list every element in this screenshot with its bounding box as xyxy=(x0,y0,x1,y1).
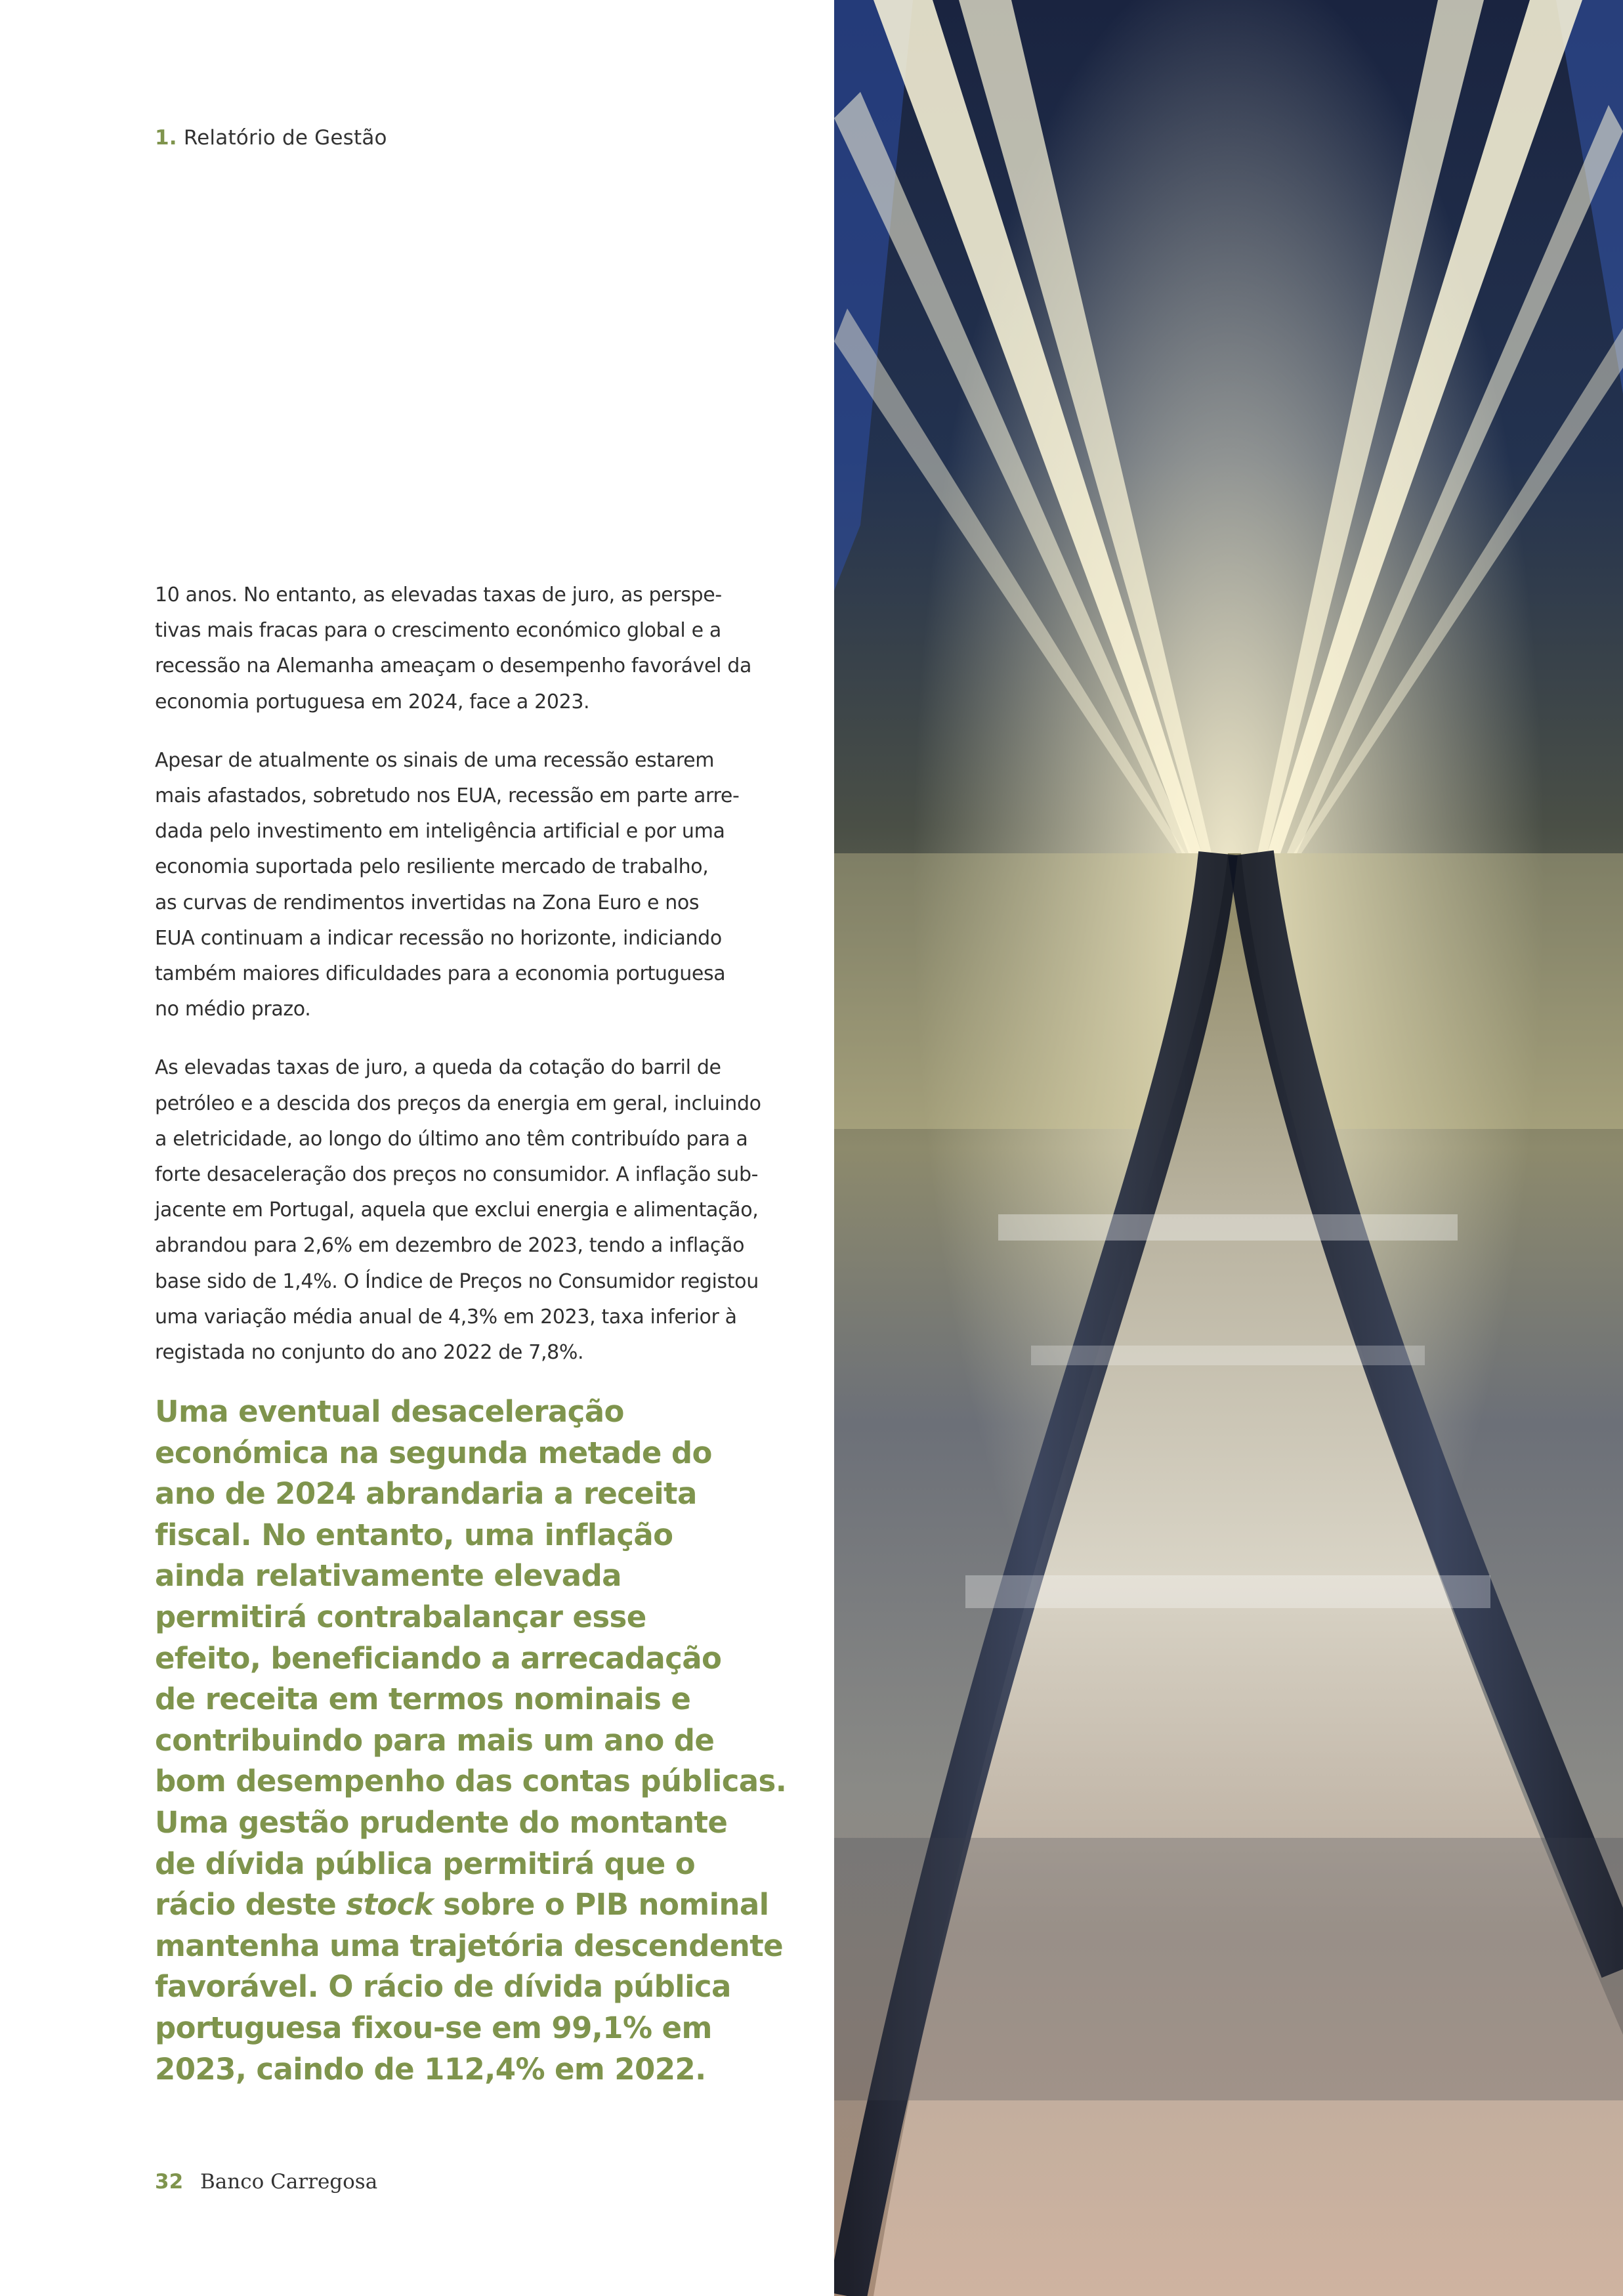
quote-line: favorável. O rácio de dívida pública xyxy=(155,1969,731,2005)
body-paragraph-3 xyxy=(155,1050,798,1371)
text-line: Apesar de atualmente os sinais de uma recessão estarem xyxy=(155,748,715,772)
walkway-photo xyxy=(834,0,1623,2296)
quote-line: fiscal. No entanto, uma inflação xyxy=(155,1517,673,1552)
quote-line: mantenha uma trajetória descendente xyxy=(155,1928,784,1963)
brand-name: Banco Carregosa xyxy=(200,2170,378,2194)
quote-line-with-italic xyxy=(155,1884,798,1926)
quote-line: portuguesa fixou-se em 99,1% em xyxy=(155,2010,712,2045)
text-line: EUA continuam a indicar recessão no horizonte, indiciando xyxy=(155,926,722,950)
text-line: economia portuguesa em 2024, face a 2023. xyxy=(155,690,590,713)
pull-quote xyxy=(155,1392,798,2090)
text-line: dada pelo investimento em inteligência artificial e por uma xyxy=(155,820,725,843)
quote-line: Uma eventual desaceleração xyxy=(155,1394,624,1429)
text-line: também maiores dificuldades para a economia portuguesa xyxy=(155,962,726,986)
text-line: As elevadas taxas de juro, a queda da cotação do barril de xyxy=(155,1056,721,1080)
body-text-column xyxy=(155,578,798,1393)
body-paragraph-2 xyxy=(155,743,798,1028)
quote-text: rácio deste xyxy=(155,1887,347,1923)
quote-line: efeito, beneficiando a arrecadação xyxy=(155,1640,722,1676)
quote-line: ainda relativamente elevada xyxy=(155,1558,622,1594)
quote-line: contribuindo para mais um ano de xyxy=(155,1722,715,1758)
quote-line: bom desempenho das contas públicas. xyxy=(155,1764,787,1799)
quote-line: Uma gestão prudente do montante xyxy=(155,1804,728,1840)
text-line: forte desaceleração dos preços no consumidor. A inflação sub- xyxy=(155,1163,759,1187)
text-line: no médio prazo. xyxy=(155,998,311,1021)
quote-line: de receita em termos nominais e xyxy=(155,1682,691,1717)
quote-italic-term: stock xyxy=(346,1887,434,1923)
quote-line: ano de 2024 abrandaria a receita xyxy=(155,1476,697,1512)
quote-line: 2023, caindo de 112,4% em 2022. xyxy=(155,2051,706,2087)
page-number: 32 xyxy=(155,2170,184,2194)
text-line: as curvas de rendimentos invertidas na Zona Euro e nos xyxy=(155,891,700,914)
quote-line: permitirá contrabalançar esse xyxy=(155,1599,646,1634)
text-line: a eletricidade, ao longo do último ano têm contribuído para a xyxy=(155,1127,748,1151)
text-line: abrandou para 2,6% em dezembro de 2023, tendo a inflação xyxy=(155,1234,745,1258)
text-line: base sido de 1,4%. O Índice de Preços no Consumidor registou xyxy=(155,1269,759,1293)
page-footer xyxy=(155,2170,377,2194)
text-line: jacente em Portugal, aquela que exclui energia e alimentação, xyxy=(155,1199,759,1222)
photo-shadow xyxy=(834,1838,1623,2100)
text-line: registada no conjunto do ano 2022 de 7,8%. xyxy=(155,1341,584,1365)
quote-line: de dívida pública permitirá que o xyxy=(155,1846,696,1881)
section-number: 1. xyxy=(155,126,177,150)
body-paragraph-1 xyxy=(155,578,798,720)
text-line: recessão na Alemanha ameaçam o desempenho favorável da xyxy=(155,654,752,678)
section-title: Relatório de Gestão xyxy=(183,126,387,150)
text-line: mais afastados, sobretudo nos EUA, recessão em parte arre- xyxy=(155,784,740,808)
section-header xyxy=(155,126,387,150)
text-line: 10 anos. No entanto, as elevadas taxas de juro, as perspe- xyxy=(155,584,722,606)
text-line: economia suportada pelo resiliente mercado de trabalho, xyxy=(155,855,709,879)
walkway-illustration xyxy=(834,0,1623,2296)
quote-line: económica na segunda metade do xyxy=(155,1435,712,1470)
text-line: petróleo e a descida dos preços da energia em geral, incluindo xyxy=(155,1092,761,1115)
quote-text: sobre o PIB nominal xyxy=(433,1887,769,1923)
text-line: uma variação média anual de 4,3% em 2023, taxa inferior à xyxy=(155,1305,737,1329)
text-line: tivas mais fracas para o crescimento económico global e a xyxy=(155,619,721,643)
